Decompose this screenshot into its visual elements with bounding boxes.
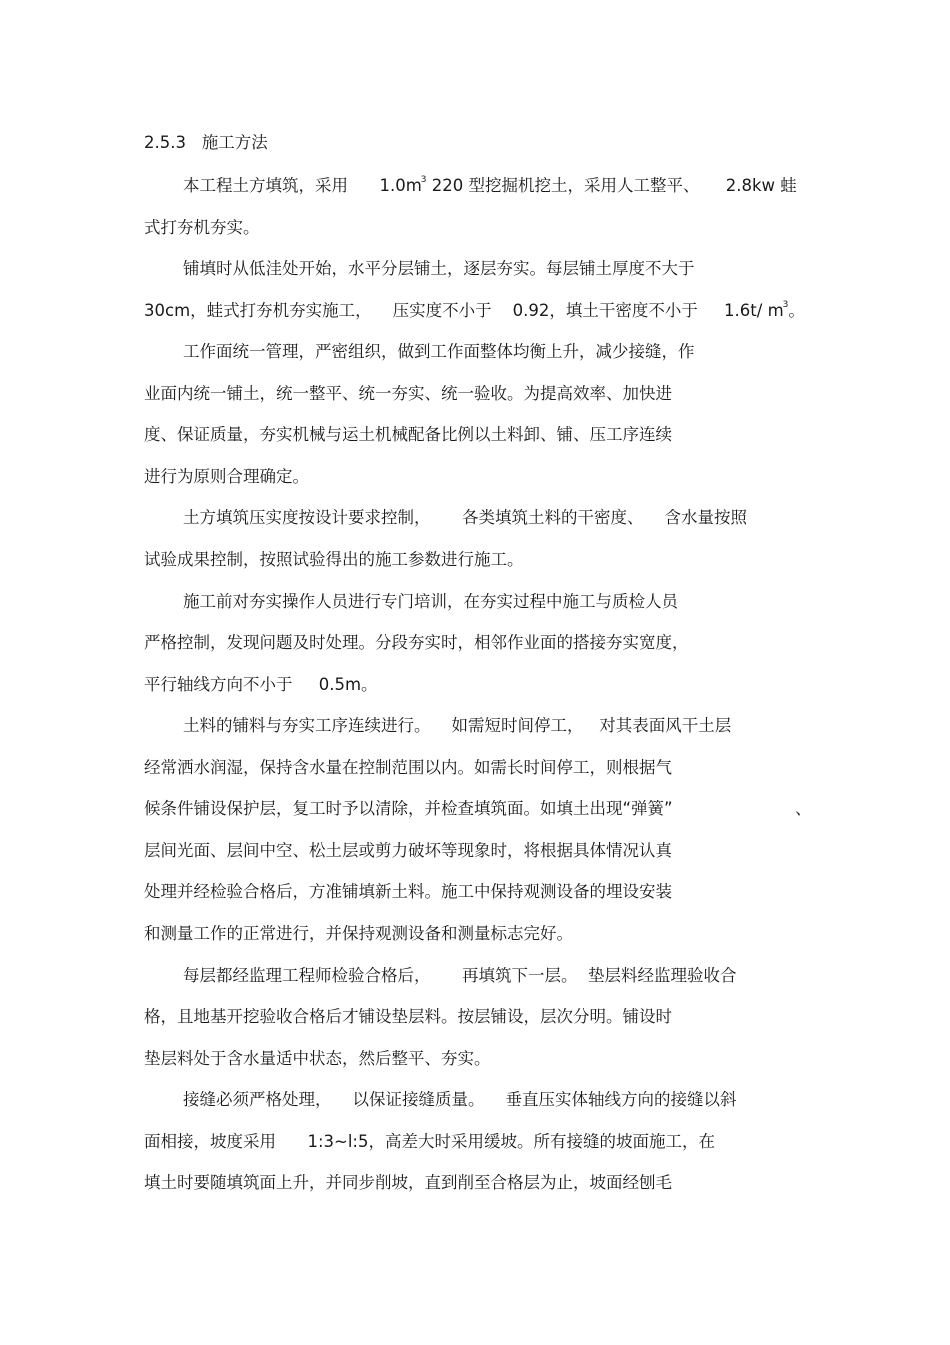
section-heading: 2.5.3 施工方法 xyxy=(144,133,268,152)
text-line: 业面内统一铺土，统一整平、统一夯实、统一验收。为提高效率、加快进 xyxy=(144,384,672,403)
text-line: 经常洒水润湿，保持含水量在控制范围以内。如需长时间停工，则根据气 xyxy=(144,758,672,777)
text-line: 平行轴线方向不小于 0.5m。 xyxy=(144,675,378,694)
superscript: 3 xyxy=(420,175,427,185)
text-line: 式打夯机夯实。 xyxy=(144,218,260,237)
text-line: 每层都经监理工程师检验合格后， 再填筑下一层。 垫层料经监理验收合 xyxy=(183,966,737,985)
text-line-tail: 、 xyxy=(795,799,812,818)
text-line: 层间光面、层间中空、松土层或剪力破坏等现象时，将根据具体情况认真 xyxy=(144,841,672,860)
text-line: 土方填筑压实度按设计要求控制， 各类填筑土料的干密度、 含水量按照 xyxy=(183,508,747,527)
text-line: 垫层料处于含水量适中状态，然后整平、夯实。 xyxy=(144,1049,491,1068)
text-line: 处理并经检验合格后，方准铺填新土料。施工中保持观测设备的埋设安装 xyxy=(144,882,672,901)
text-line: 土料的铺料与夯实工序连续进行。 如需短时间停工， 对其表面风干土层 xyxy=(183,716,732,735)
text-line: 30cm，蛙式打夯机夯实施工， 压实度不小于 0.92，填土干密度不小于 1.6t/ $m^3$。 xyxy=(144,300,805,320)
text-line: 候条件铺设保护层，复工时予以清除，并检查填筑面。如填土出现“弹簧” xyxy=(144,799,673,818)
text-line: 铺填时从低洼处开始，水平分层铺土，逐层夯实。每层铺土厚度不大于 xyxy=(183,259,695,278)
text-line: 格，且地基开挖验收合格后才铺设垫层料。按层铺设，层次分明。铺设时 xyxy=(144,1007,672,1026)
text-line: 本工程土方填筑，采用 $1.0m^3$ 220 型挖掘机挖土，采用人工整平、 2.8kw 蛙 xyxy=(183,175,797,195)
superscript: 3 xyxy=(782,300,789,310)
text-line: 和测量工作的正常进行，并保持观测设备和测量标志完好。 xyxy=(144,924,573,943)
text-line: 接缝必须严格处理， 以保证接缝质量。 垂直压实体轴线方向的接缝以斜 xyxy=(183,1090,737,1109)
text-line: 工作面统一管理，严密组织，做到工作面整体均衡上升，减少接缝，作 xyxy=(183,342,695,361)
text-line: 试验成果控制，按照试验得出的施工参数进行施工。 xyxy=(144,550,524,569)
text-line: 进行为原则合理确定。 xyxy=(144,467,309,486)
text-line: 填土时要随填筑面上升，并同步削坡，直到削至合格层为止，坡面经刨毛 xyxy=(144,1173,672,1192)
text-line: 度、保证质量，夯实机械与运土机械配备比例以土料卸、铺、压工序连续 xyxy=(144,425,672,444)
text-line: 面相接，坡度采用 1:3~l:5，高差大时采用缓坡。所有接缝的坡面施工，在 xyxy=(144,1132,715,1151)
text-line: 严格控制，发现问题及时处理。分段夯实时，相邻作业面的搭接夯实宽度， xyxy=(144,633,689,652)
text-line: 施工前对夯实操作人员进行专门培训，在夯实过程中施工与质检人员 xyxy=(183,592,678,611)
